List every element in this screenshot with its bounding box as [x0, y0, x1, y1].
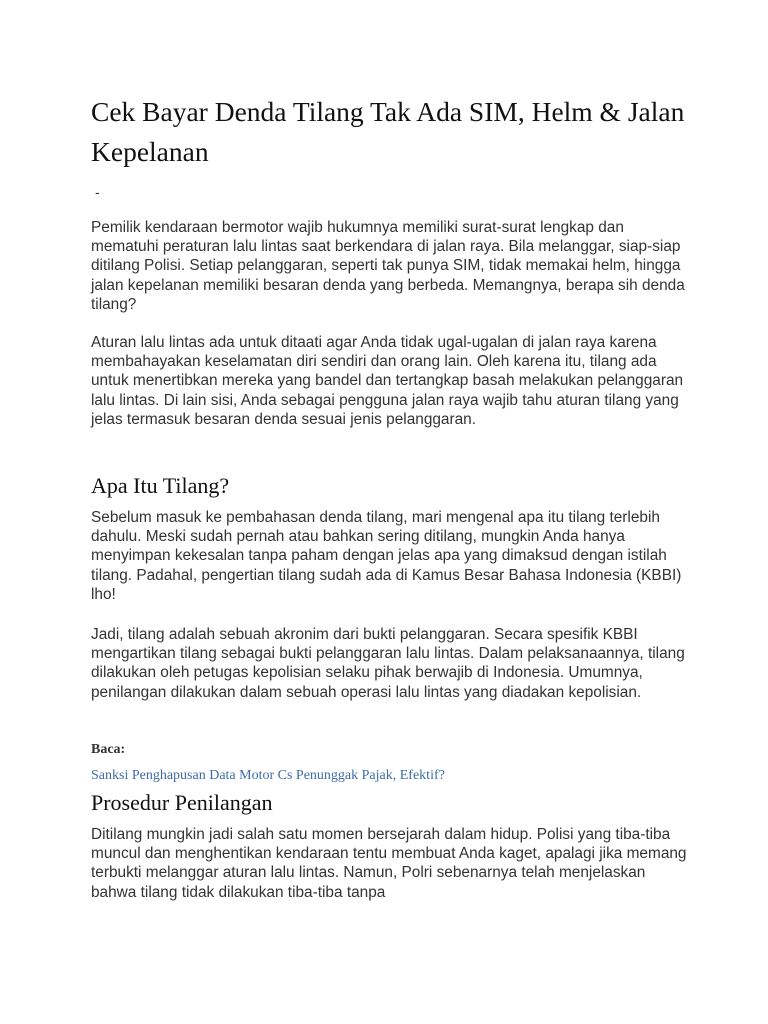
section-heading-prosedur-penilangan: Prosedur Penilangan	[91, 790, 273, 815]
dash-separator: -	[95, 184, 100, 200]
section2-paragraph-1: Ditilang mungkin jadi salah satu momen bersejarah dalam hidup. Polisi yang tiba-tiba muncul dan menghentikan kendaraan tentu membuat Anda kaget, apalagi jika memang terbukti melanggar aturan lalu lintas. Namun, Polri sebenarnya telah menjelaskan bahwa tilang tidak dilakukan tiba-tiba tanpa	[91, 826, 687, 901]
intro-paragraph-2: Aturan lalu lintas ada untuk ditaati agar Anda tidak ugal-ugalan di jalan raya karena membahayakan keselamatan diri sendiri dan orang lain. Oleh karena itu, tilang ada untuk menertibkan mereka yang bandel dan tertangkap basah melakukan pelanggaran lalu lintas. Di lain sisi, Anda sebagai pengguna jalan raya wajib tahu aturan tilang yang jelas termasuk besaran denda sesuai jenis pelanggaran.	[91, 334, 684, 428]
article-title: Cek Bayar Denda Tilang Tak Ada SIM, Helm & Jalan Kepelanan	[91, 96, 685, 167]
section-heading-apa-itu-tilang: Apa Itu Tilang?	[91, 473, 230, 498]
intro-paragraph-1: Pemilik kendaraan bermotor wajib hukumnya memiliki surat-surat lengkap dan mematuhi peraturan lalu lintas saat berkendara di jalan raya. Bila melanggar, siap-siap ditilang Polisi. Setiap pelanggaran, seperti tak punya SIM, tidak memakai helm, hingga jalan kepelanan memiliki besaran denda yang berbeda. Memangnya, berapa sih denda tilang?	[91, 219, 685, 313]
baca-label: Baca:	[91, 742, 126, 757]
section1-paragraph-1: Sebelum masuk ke pembahasan denda tilang, mari mengenal apa itu tilang terlebih dahulu. Meski sudah pernah atau bahkan sering ditilang, mungkin Anda hanya menyimpan kekesalan tanpa paham dengan jelas apa yang dimaksud dengan istilah tilang. Padahal, pengertian tilang sudah ada di Kamus Besar Bahasa Indonesia (KBBI) lho!	[91, 509, 682, 603]
related-article-link[interactable]: Sanksi Penghapusan Data Motor Cs Penunggak Pajak, Efektif?	[91, 768, 445, 783]
section1-paragraph-2: Jadi, tilang adalah sebuah akronim dari bukti pelanggaran. Secara spesifik KBBI mengartikan tilang sebagai bukti pelanggaran lalu lintas. Dalam pelaksanaannya, tilang dilakukan oleh petugas kepolisian selaku pihak berwajib di Indonesia. Umumnya, penilangan dilakukan dalam sebuah operasi lalu lintas yang diadakan kepolisian.	[91, 626, 685, 701]
